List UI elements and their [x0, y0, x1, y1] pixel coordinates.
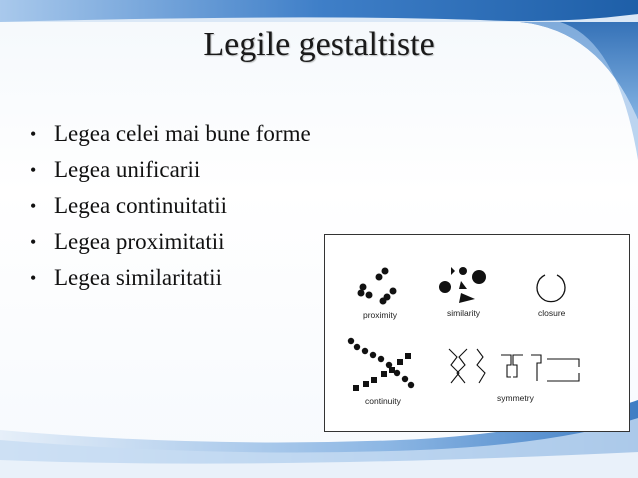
- caption-symmetry: symmetry: [497, 393, 534, 403]
- bullet-text: Legea celei mai bune forme: [54, 121, 311, 146]
- proximity-dots-icon: [358, 268, 397, 305]
- bullet-text: Legea continuitatii: [54, 193, 228, 218]
- bullet-icon: •: [30, 268, 37, 288]
- bullet-list: [30, 116, 311, 296]
- bullet-icon: •: [30, 232, 37, 252]
- bullet-item: [30, 260, 311, 296]
- bullet-text: Legea similaritatii: [54, 265, 222, 290]
- caption-proximity: proximity: [363, 310, 398, 320]
- bullet-item: [30, 188, 311, 224]
- continuity-shapes-icon: [348, 338, 414, 391]
- gestalt-illustration: [325, 235, 629, 431]
- gestalt-figure: [324, 234, 630, 432]
- bullet-item: [30, 224, 311, 260]
- slide-title: Legile gestaltiste: [203, 26, 435, 63]
- bullet-icon: •: [30, 124, 37, 144]
- bullet-icon: •: [30, 196, 37, 216]
- caption-similarity: similarity: [447, 308, 481, 318]
- bullet-icon: •: [30, 160, 37, 180]
- caption-closure: closure: [538, 308, 566, 318]
- closure-circle-icon: [537, 275, 565, 302]
- bullet-text: Legea unificarii: [54, 157, 201, 182]
- similarity-shapes-icon: [439, 267, 486, 303]
- bullet-item: [30, 116, 311, 152]
- symmetry-brackets-icon: [449, 349, 579, 383]
- bullet-text: Legea proximitatii: [54, 229, 225, 254]
- caption-continuity: continuity: [365, 396, 401, 406]
- bullet-item: [30, 152, 311, 188]
